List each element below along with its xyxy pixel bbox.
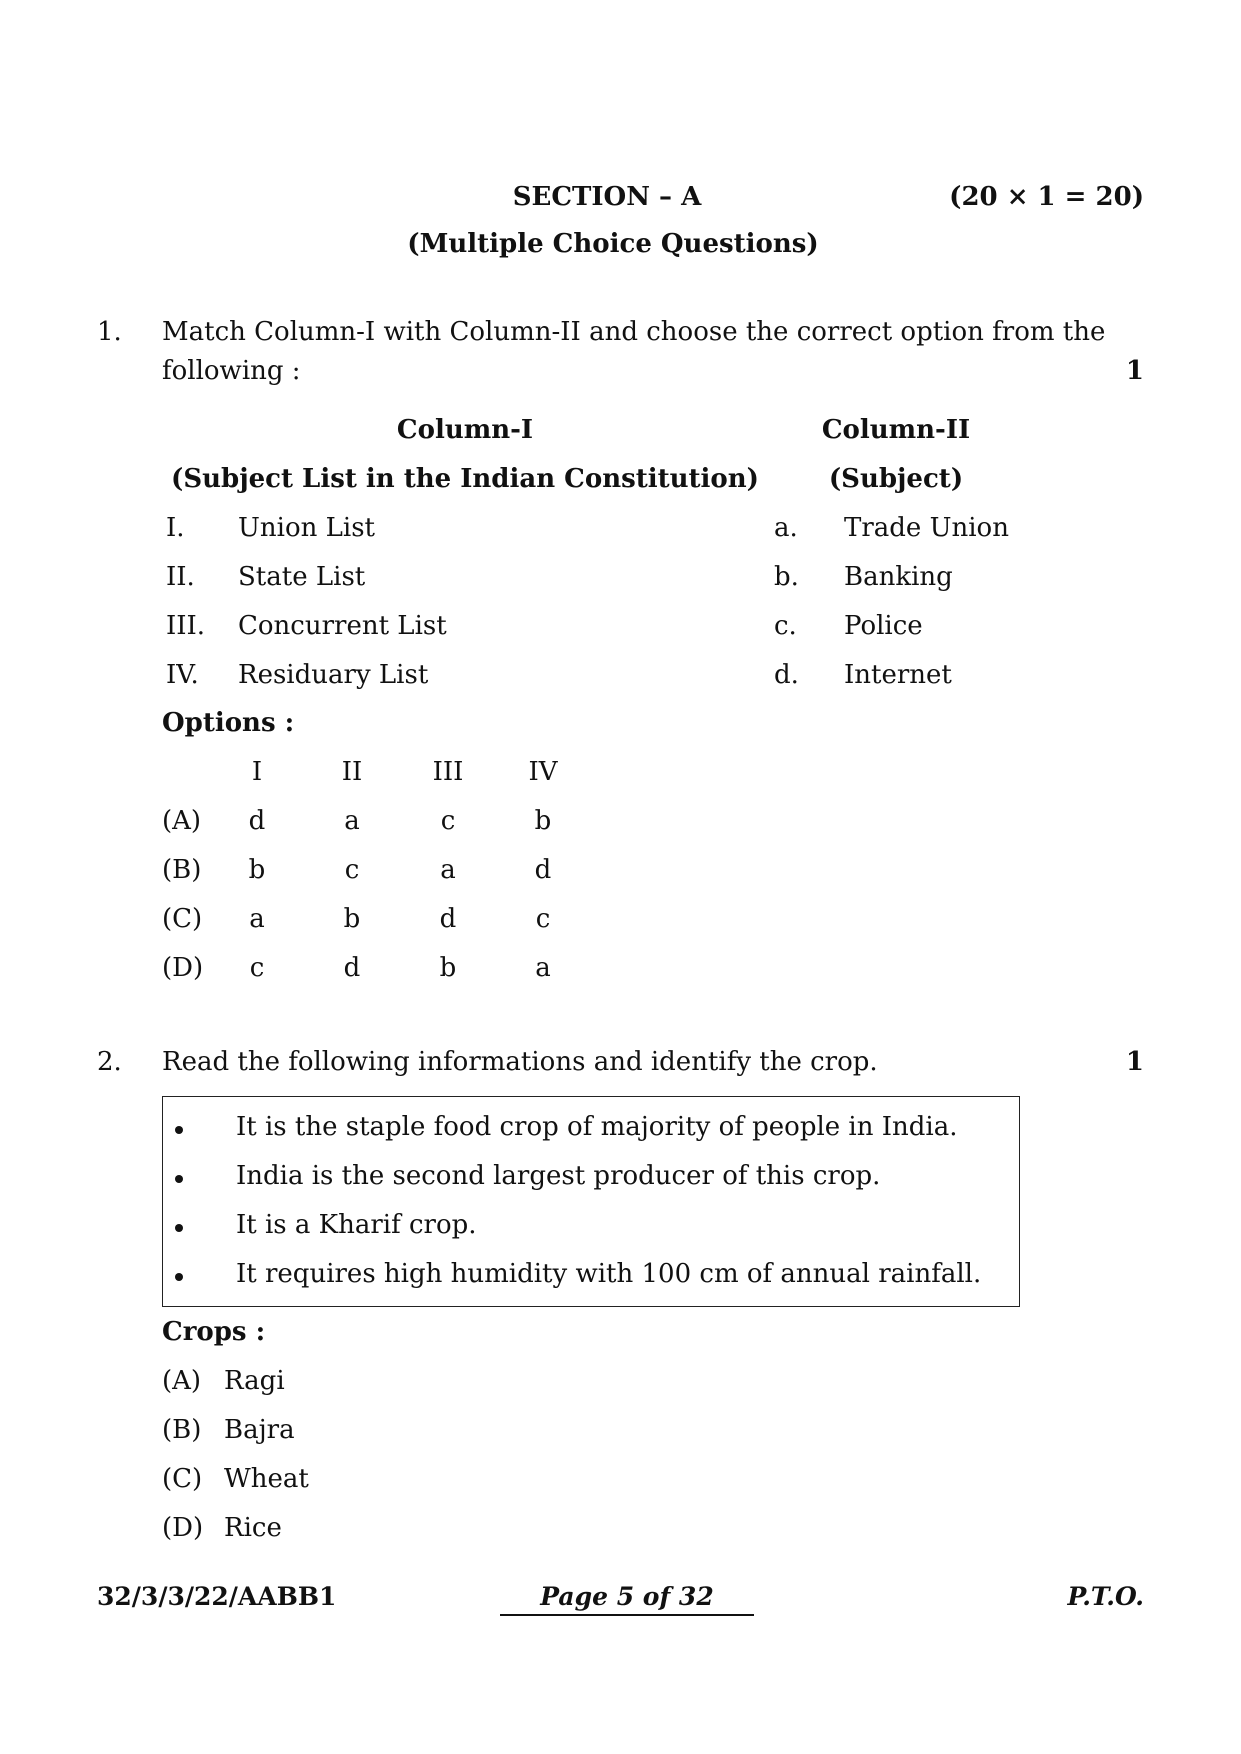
- pto-label: P.T.O.: [1067, 1582, 1144, 1611]
- col1-item-num: I.: [166, 513, 185, 543]
- options-header-cell: IV: [528, 757, 558, 787]
- col1-item-label: Concurrent List: [238, 611, 447, 641]
- option-cell: b: [439, 953, 457, 983]
- option-cell: c: [440, 806, 456, 836]
- col2-item-num: b.: [774, 562, 799, 592]
- bullet-icon: [175, 1126, 183, 1134]
- column-1-heading: Column-I: [396, 415, 534, 445]
- crop-choice-label: (A): [162, 1366, 202, 1396]
- col1-item-num: II.: [166, 562, 195, 592]
- col2-item-num: d.: [774, 660, 799, 690]
- q2-bullet-text: India is the second largest producer of this crop.: [236, 1161, 881, 1191]
- col1-item-label: Residuary List: [238, 660, 429, 690]
- option-cell: d: [343, 953, 361, 983]
- crop-choice-text: Wheat: [224, 1464, 309, 1494]
- q1-marks: 1: [1125, 356, 1144, 386]
- section-subtitle: (Multiple Choice Questions): [407, 229, 819, 259]
- col2-item-num: c.: [774, 611, 797, 641]
- option-cell: c: [249, 953, 265, 983]
- options-header-cell: I: [251, 757, 263, 787]
- section-title: SECTION – A: [512, 182, 702, 212]
- option-cell: a: [344, 806, 360, 836]
- q1-text-line1: Match Column-I with Column-II and choose the correct option from the: [162, 317, 1106, 347]
- col2-item-label: Police: [844, 611, 923, 641]
- q2-bullet-text: It is the staple food crop of majority of people in India.: [236, 1112, 958, 1142]
- col1-item-label: State List: [238, 562, 366, 592]
- crop-choice-label: (D): [162, 1513, 204, 1543]
- bullet-icon: [175, 1273, 183, 1281]
- col2-item-num: a.: [774, 513, 798, 543]
- q2-marks: 1: [1125, 1047, 1144, 1077]
- option-cell: b: [248, 855, 266, 885]
- option-cell: c: [535, 904, 551, 934]
- option-label: (B): [162, 855, 202, 885]
- option-cell: a: [249, 904, 265, 934]
- column-2-heading: Column-II: [821, 415, 971, 445]
- option-cell: d: [439, 904, 457, 934]
- col2-item-label: Banking: [844, 562, 953, 592]
- option-label: (C): [162, 904, 203, 934]
- col1-item-num: IV.: [166, 660, 199, 690]
- crops-label: Crops :: [162, 1317, 266, 1347]
- q2-text: Read the following informations and identify the crop.: [162, 1047, 878, 1077]
- option-cell: b: [343, 904, 361, 934]
- option-label: (A): [162, 806, 202, 836]
- q1-number: 1.: [97, 317, 122, 347]
- paper-code: 32/3/3/22/AABB1: [97, 1582, 337, 1611]
- col2-item-label: Internet: [844, 660, 952, 690]
- q1-text-line2: following :: [162, 356, 301, 386]
- crop-choice-label: (C): [162, 1464, 203, 1494]
- page-number: Page 5 of 32: [540, 1582, 714, 1611]
- crop-choice-label: (B): [162, 1415, 202, 1445]
- col2-item-label: Trade Union: [844, 513, 1009, 543]
- q2-number: 2.: [97, 1047, 122, 1077]
- options-header-cell: II: [341, 757, 363, 787]
- col1-item-num: III.: [166, 611, 206, 641]
- options-header-cell: III: [432, 757, 464, 787]
- section-marks: (20 × 1 = 20): [949, 182, 1144, 212]
- column-2-subheading: (Subject): [828, 464, 964, 494]
- crop-choice-text: Ragi: [224, 1366, 285, 1396]
- option-cell: a: [535, 953, 551, 983]
- q2-bullet-text: It is a Kharif crop.: [236, 1210, 477, 1240]
- page-number-underline: [500, 1614, 754, 1616]
- bullet-icon: [175, 1224, 183, 1232]
- crop-choice-text: Bajra: [224, 1415, 295, 1445]
- bullet-icon: [175, 1175, 183, 1183]
- option-label: (D): [162, 953, 204, 983]
- column-1-subheading: (Subject List in the Indian Constitution): [171, 464, 759, 494]
- option-cell: a: [440, 855, 456, 885]
- options-label: Options :: [162, 708, 295, 738]
- crop-choice-text: Rice: [224, 1513, 282, 1543]
- option-cell: d: [534, 855, 552, 885]
- option-cell: b: [534, 806, 552, 836]
- option-cell: d: [248, 806, 266, 836]
- option-cell: c: [344, 855, 360, 885]
- q2-bullet-text: It requires high humidity with 100 cm of annual rainfall.: [236, 1259, 982, 1289]
- col1-item-label: Union List: [238, 513, 376, 543]
